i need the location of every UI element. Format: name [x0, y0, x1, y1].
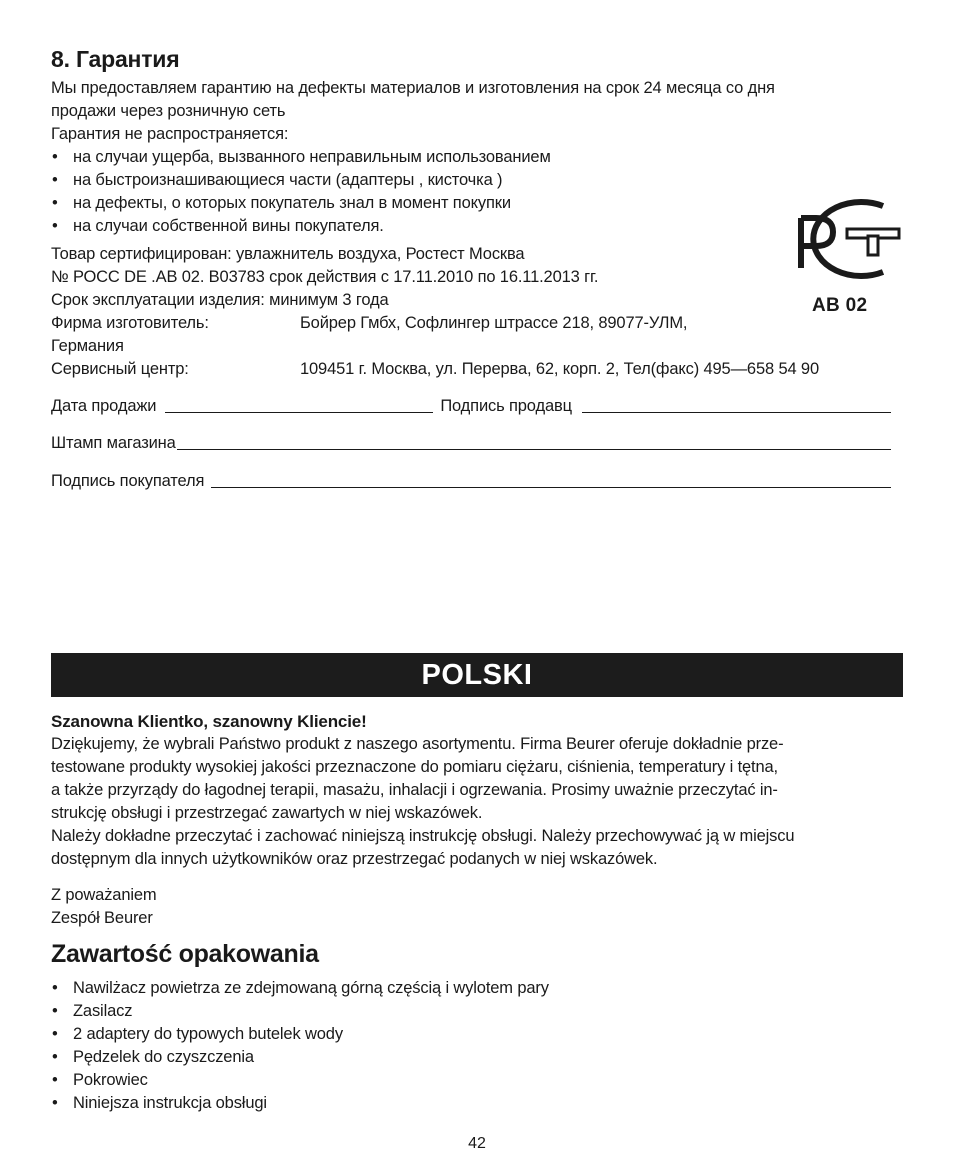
service-center-label: Сервисный центр:: [51, 360, 189, 378]
buyer-sign-field[interactable]: [211, 470, 891, 488]
rostest-logo: [787, 194, 905, 324]
package-contents: [51, 977, 903, 1115]
list-item: • на случаи ущерба, вызванного неправильным использованием: [51, 146, 911, 169]
service-center-value: 109451 г. Москва, ул. Перерва, 62, корп. 2, Тел(факс) 495—658 54 90: [300, 360, 819, 378]
manufacturer-value: Бойрер Гмбх, Софлингер штрассе 218, 89077-УЛМ,: [300, 314, 688, 332]
list-item: • на случаи собственной вины покупателя.: [51, 215, 911, 238]
shop-stamp-row: [51, 432, 891, 453]
cert-line-1: Товар сертифицирован: увлажнитель воздуха, Ростест Москва: [51, 245, 525, 263]
list-item: • на быстроизнашивающиеся части (адаптеры , кисточка ): [51, 169, 911, 192]
list-item: • на дефекты, о которых покупатель знал в момент покупки: [51, 192, 911, 215]
sale-date-row: [51, 395, 891, 416]
list-item: • Zasilacz: [51, 1000, 903, 1023]
paragraph-line: Należy dokładne przeczytać i zachować niniejszą instrukcję obsługi. Należy przechowywać ją w miejscu: [51, 827, 795, 845]
language-banner: [51, 653, 903, 697]
warranty-intro: [51, 77, 911, 238]
list-item: • Pędzelek do czyszczenia: [51, 1046, 903, 1069]
manufacturer-row: [51, 312, 911, 335]
page-number: 42: [468, 1135, 486, 1152]
intro-paragraph-1: [51, 733, 903, 825]
warranty-heading: 8. Гарантия: [51, 46, 180, 72]
warranty-exclusions-list: [51, 146, 911, 238]
package-contents-list: [51, 977, 903, 1115]
regards-line-2: Zespół Beurer: [51, 909, 153, 927]
manufacturer-label: Фирма изготовитель:: [51, 314, 209, 332]
warranty-intro-line-2: продажи через розничную сеть: [51, 102, 286, 120]
paragraph-line: a także przyrządy do łagodnej terapii, masażu, inhalacji i ogrzewania. Prosimy uważnie przeczytać in-: [51, 781, 778, 799]
regards-line-1: Z poważaniem: [51, 886, 157, 904]
package-contents-heading: Zawartość opakowania: [51, 940, 319, 968]
polish-intro: [51, 710, 903, 871]
cert-line-3: Срок эксплуатации изделия: минимум 3 года: [51, 291, 389, 309]
service-center-row: [51, 358, 911, 381]
greeting-heading: Szanowna Klientko, szanowny Kliencie!: [51, 712, 367, 731]
paragraph-line: dostępnym dla innych użytkowników oraz przestrzegać podanych w niej wskazówek.: [51, 850, 658, 868]
shop-stamp-label: Штамп магазина: [51, 434, 176, 452]
buyer-sign-row: [51, 470, 891, 491]
list-item: • 2 adaptery do typowych butelek wody: [51, 1023, 903, 1046]
certification-block: [51, 243, 911, 381]
language-banner-label: POLSKI: [421, 658, 533, 691]
paragraph-line: testowane produkty wysokiej jakości przeznaczone do pomiaru ciężaru, ciśnienia, temperatury i tętna,: [51, 758, 778, 776]
seller-sign-label: Подпись продавц: [440, 397, 572, 415]
paragraph-line: Dziękujemy, że wybrali Państwo produkt z naszego asortymentu. Firma Beurer oferuje dokładnie prze-: [51, 735, 784, 753]
seller-sign-field[interactable]: [582, 395, 891, 413]
shop-stamp-field[interactable]: [177, 432, 891, 450]
intro-paragraph-2: [51, 825, 903, 871]
warranty-intro-line-1: Мы предоставляем гарантию на дефекты материалов и изготовления на срок 24 месяца со дня: [51, 79, 775, 97]
list-item: • Nawilżacz powietrza ze zdejmowaną górną częścią i wylotem pary: [51, 977, 903, 1000]
sale-date-label: Дата продажи: [51, 397, 157, 415]
rostest-mark-icon: [787, 194, 905, 286]
list-item: • Niniejsza instrukcja obsługi: [51, 1092, 903, 1115]
buyer-sign-label: Подпись покупателя: [51, 472, 205, 490]
warranty-not-covered: Гарантия не распространяется:: [51, 125, 289, 143]
list-item: • Pokrowiec: [51, 1069, 903, 1092]
rostest-code: АВ 02: [812, 295, 868, 316]
regards-block: [51, 884, 157, 930]
sale-date-field[interactable]: [165, 395, 433, 413]
cert-line-2: № РОСС DE .АВ 02. В03783 срок действия с 17.11.2010 по 16.11.2013 гг.: [51, 268, 599, 286]
manufacturer-country: Германия: [51, 337, 124, 355]
paragraph-line: strukcję obsługi i przestrzegać zawartych w niej wskazówek.: [51, 804, 483, 822]
